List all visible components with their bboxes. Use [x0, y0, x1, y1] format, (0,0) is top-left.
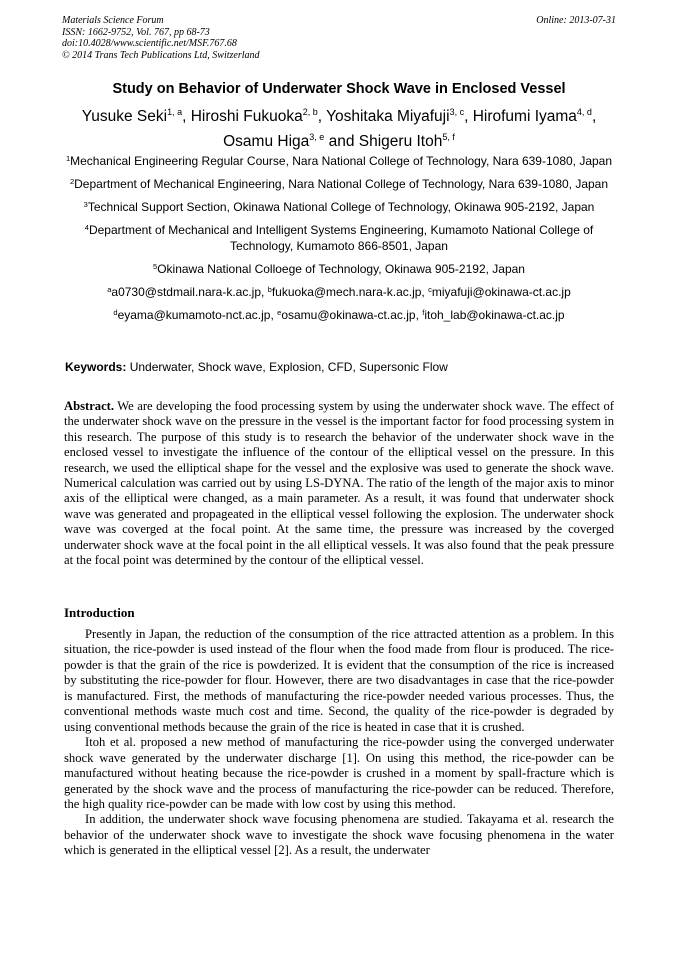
- affiliation: [60, 223, 618, 254]
- email-marker: c: [428, 284, 432, 294]
- affil-marker: 3: [83, 200, 88, 209]
- email-address[interactable]: fukuoka@mech.nara-k.ac.jp,: [271, 284, 429, 299]
- author-name: Yusuke Seki: [81, 108, 168, 125]
- affil-text: Okinawa National Colloege of Technology, Okinawa 905-2192, Japan: [157, 261, 525, 276]
- paper-title: Study on Behavior of Underwater Shock Wave in Enclosed Vessel: [112, 81, 566, 97]
- email-address[interactable]: osamu@okinawa-ct.ac.jp,: [281, 307, 423, 322]
- issn-line: ISSN: 1662-9752, Vol. 767, pp 68-73: [62, 26, 210, 38]
- copyright-line: © 2014 Trans Tech Publications Ltd, Switzerland: [62, 49, 260, 61]
- keywords-label: Keywords:: [65, 360, 127, 374]
- author-name: Osamu Higa: [223, 133, 310, 150]
- abstract: [64, 399, 614, 568]
- email-line: [60, 285, 618, 301]
- affil-marker: 1: [65, 154, 71, 163]
- affil-text: Technical Support Section, Okinawa National College of Technology, Okinawa 905-2192, Japan: [87, 200, 595, 214]
- email-address[interactable]: a0730@stdmail.nara-k.ac.jp,: [111, 284, 268, 299]
- author-affil-marker: 5, f: [442, 132, 455, 142]
- author-affil-marker: 2, b: [302, 107, 318, 117]
- author-affil-marker: 4, d: [576, 107, 592, 117]
- affil-marker: 4: [84, 223, 89, 232]
- author-separator: ,: [464, 108, 473, 125]
- keywords-text: Underwater, Shock wave, Explosion, CFD, Supersonic Flow: [126, 360, 448, 374]
- paragraph: In addition, the underwater shock wave focusing phenomena are studied. Takayama et al. research the behavior of the underwater shock wave to investigate the shock wave focusing phenomena in the water which is generated in the elliptical vessel [2]. As a result, the underwater: [64, 812, 614, 858]
- email-marker: f: [422, 307, 425, 317]
- section-heading-introduction: Introduction: [64, 605, 135, 620]
- affiliation: [60, 177, 618, 193]
- author-affil-marker: 3, e: [309, 132, 325, 142]
- journal-header: [62, 15, 616, 61]
- abstract-label: Abstract.: [64, 399, 115, 413]
- affiliation: [60, 154, 618, 170]
- author-list: [40, 104, 638, 154]
- author-affil-marker: 3, c: [449, 107, 465, 117]
- author-separator: ,: [317, 108, 327, 125]
- affiliation-list: [60, 154, 618, 331]
- email-address[interactable]: eyama@kumamoto-nct.ac.jp,: [117, 307, 278, 322]
- author-separator: ,: [591, 108, 597, 125]
- affil-text: Mechanical Engineering Regular Course, Nara National College of Technology, Nara 639-1080, Japan: [70, 154, 613, 168]
- affiliation: [60, 200, 618, 216]
- author-affil-marker: 1, a: [167, 107, 183, 117]
- author-name: Yoshitaka Miyafuji: [326, 108, 450, 125]
- affil-marker: 5: [153, 261, 158, 271]
- email-address[interactable]: miyafuji@okinawa-ct.ac.jp: [431, 284, 571, 299]
- doi-line: doi:10.4028/www.scientific.net/MSF.767.68: [62, 38, 237, 49]
- affil-text: Department of Mechanical and Intelligent Systems Engineering, Kumamoto National College of Technology, Kumamoto 866-8501, Japan: [88, 223, 594, 253]
- journal-name: Materials Science Forum: [62, 15, 164, 26]
- introduction-body: [64, 627, 614, 859]
- affiliation: [60, 262, 618, 278]
- email-address[interactable]: itoh_lab@okinawa-ct.ac.jp: [424, 307, 565, 322]
- email-marker: d: [113, 307, 118, 317]
- paragraph: Presently in Japan, the reduction of the consumption of the rice attracted attention as a problem. In this situation, the rice-powder is used instead of the flour when the food made from flour is produced. The rice-powder is that the grain of the rice is powderized. It is evident that the consumption of the rice is increased by substituting the rice-powder for flour. However, there are two disadvantages in case that the rice-powder is manufactured. First, the methods of manufacturing the rice-powder needed various processes. Thus, the conventional methods waste much cost and time. Second, the quality of the rice-powder is degraded by using conventional methods because the grain of the rice is heated in case that it is crushed.: [64, 627, 614, 734]
- author-name: Hiroshi Fukuoka: [190, 108, 303, 125]
- affil-text: Department of Mechanical Engineering, Nara National College of Technology, Nara 639-1080, Japan: [74, 177, 609, 191]
- online-date: Online: 2013-07-31: [536, 15, 616, 26]
- affil-marker: 2: [69, 177, 75, 186]
- email-marker: e: [277, 307, 282, 317]
- paragraph: Itoh et al. proposed a new method of manufacturing the rice-powder using the converged underwater shock wave generated by the underwater discharge [1]. On using this method, the rice-powder can be manufactured without heating because the rice-powder is crushed in a moment by spall-fracture which is generated by the shock wave and the process of manufacturing the rice-powder can be reduced. Therefore, the high quality rice-powder can be made with low cost by using this method.: [64, 735, 614, 811]
- keywords-line: [65, 360, 625, 375]
- author-name: Shigeru Itoh: [358, 133, 443, 150]
- abstract-text: We are developing the food processing system by using the underwater shock wave. The effect of the underwater shock wave on the pressure in the vessel is the important factor for food processing system in this research. The purpose of this study is to research the behavior of the underwater shock wave in the enclosed vessel to investigate the influence of the contour of the elliptical vessel on the pressure. In this research, we used the elliptical shape for the vessel and the explosive was used to generate the shock wave. Numerical calculation was carried out by using LS-DYNA. The ratio of the length of the major axis to minor axis of the elliptical were changed, as a main parameter. As a result, it was found that underwater shock wave was generated and propageated in the elliptical vessel following the explosion. The underwater shock wave was coverged at the focal point. At the same time, the pressure was increased by the coverged underwater shock wave at the focal point in the all elliptical vessels. It was also found that the peak pressure at the focal point was determined by the contour of the elliptical vessel.: [64, 399, 614, 568]
- email-line: [60, 308, 618, 324]
- author-separator: and: [324, 133, 359, 150]
- author-separator: ,: [182, 108, 191, 125]
- author-name: Hirofumi Iyama: [472, 108, 577, 125]
- email-marker: b: [267, 284, 272, 294]
- email-marker: a: [107, 284, 112, 294]
